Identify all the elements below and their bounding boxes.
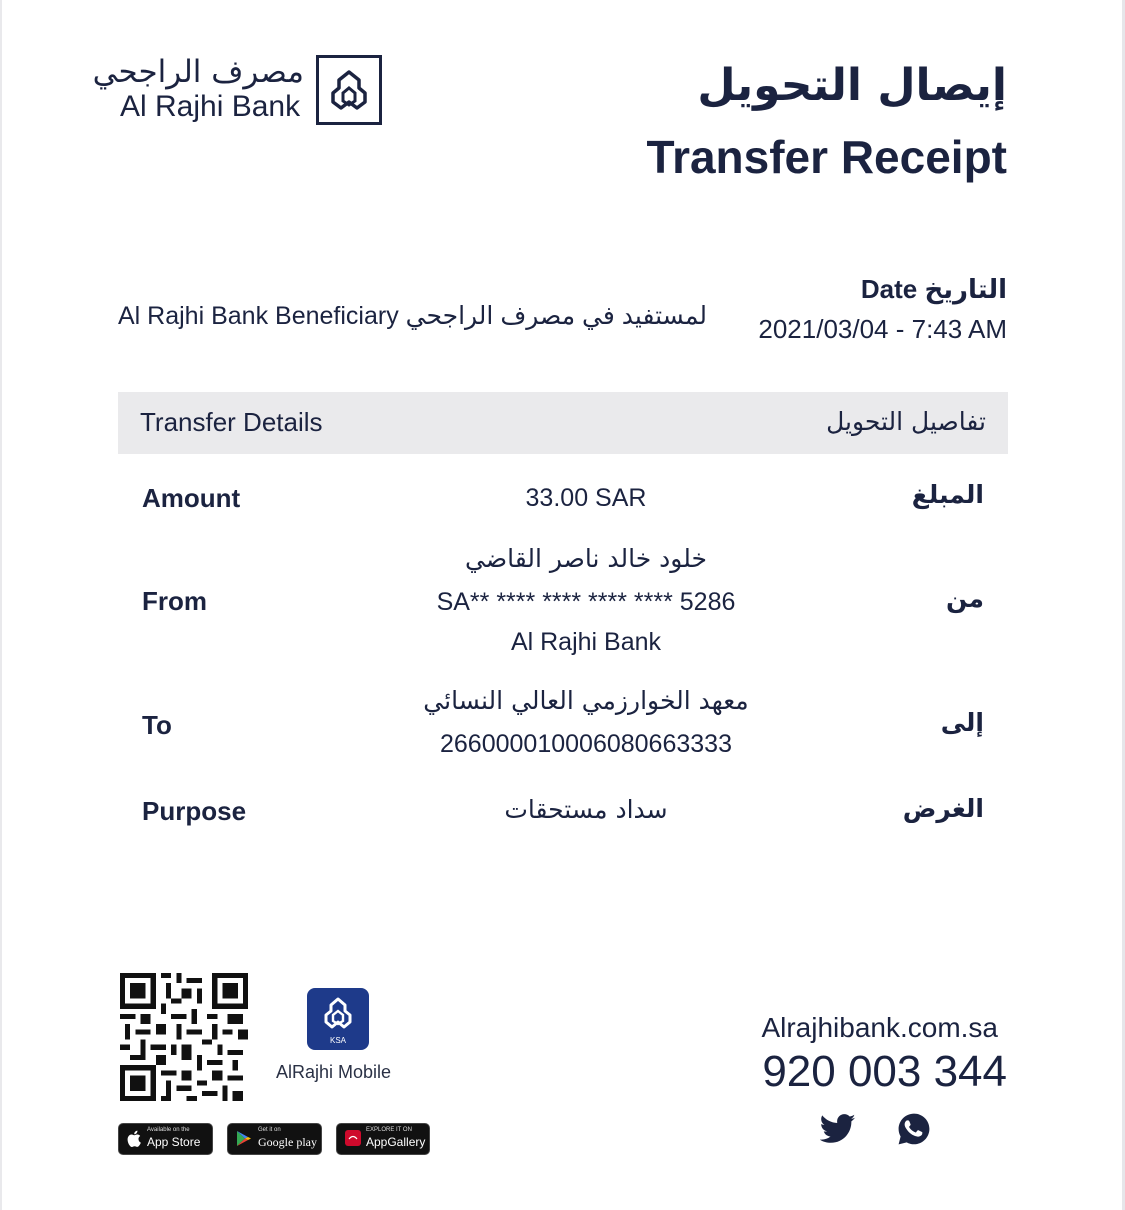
from-account: SA** **** **** **** **** 5286 (436, 588, 736, 616)
phone-number[interactable]: 920 003 344 (762, 1047, 1007, 1096)
beneficiary-type: Al Rajhi Bank Beneficiary لمستفيد في مصرف الراجحي (118, 302, 708, 330)
alrajhi-mobile-app-icon[interactable] (307, 988, 369, 1050)
google-play-badge[interactable] (227, 1123, 322, 1155)
page-border-left (0, 0, 2, 1210)
app-store-badge[interactable] (118, 1123, 213, 1155)
website-link[interactable]: Alrajhibank.com.sa (761, 1012, 998, 1043)
app-gallery-small-text: EXPLORE IT ON (366, 1127, 412, 1133)
app-icon-label: KSA (329, 1036, 347, 1045)
bank-name-arabic: مصرف الراجحي (92, 54, 304, 90)
app-store-label: App Store (147, 1135, 201, 1149)
whatsapp-icon[interactable] (897, 1112, 931, 1146)
app-gallery-badge[interactable] (336, 1123, 430, 1155)
amount-label-english: Amount (142, 483, 241, 513)
bank-name-english: Al Rajhi Bank (120, 90, 301, 123)
details-header-english: Transfer Details (140, 407, 323, 437)
from-bank: Al Rajhi Bank (510, 628, 662, 656)
receipt-title-english: Transfer Receipt (646, 131, 1007, 183)
amount-value: 33.00 SAR (525, 484, 647, 512)
to-account: 266000010006080663333 (440, 730, 732, 758)
details-header-arabic: تفاصيل التحويل (826, 407, 986, 436)
from-name: خلود خالد ناصر القاضي (465, 544, 707, 573)
transfer-details-header (118, 392, 1008, 454)
app-store-small-text: Available on the (147, 1127, 190, 1133)
purpose-value: سداد مستحقات (504, 795, 668, 824)
amount-label-arabic: المبلغ (911, 480, 984, 509)
to-label-english: To (142, 710, 172, 740)
from-label-english: From (142, 586, 207, 616)
twitter-icon[interactable] (820, 1113, 856, 1145)
to-label-arabic: إلى (940, 708, 984, 737)
google-play-icon (236, 1130, 252, 1147)
huawei-icon (345, 1130, 361, 1146)
date-value: 2021/03/04 - 7:43 AM (758, 314, 1007, 344)
google-play-label: Google play (258, 1135, 317, 1149)
receipt-title-arabic: إيصال التحويل (697, 60, 1007, 111)
qr-code-icon (120, 973, 248, 1101)
app-gallery-label: AppGallery (366, 1135, 426, 1149)
date-label: Date التاريخ (860, 274, 1007, 304)
purpose-label-arabic: الغرض (902, 794, 984, 823)
to-name: معهد الخوارزمي العالي النسائي (423, 686, 749, 715)
google-play-small-text: Get it on (258, 1127, 281, 1133)
purpose-label-english: Purpose (142, 796, 247, 826)
apple-icon (127, 1130, 141, 1147)
from-label-arabic: من (946, 584, 984, 613)
app-name: AlRajhi Mobile (276, 1062, 392, 1082)
bank-logo-icon (316, 55, 382, 125)
